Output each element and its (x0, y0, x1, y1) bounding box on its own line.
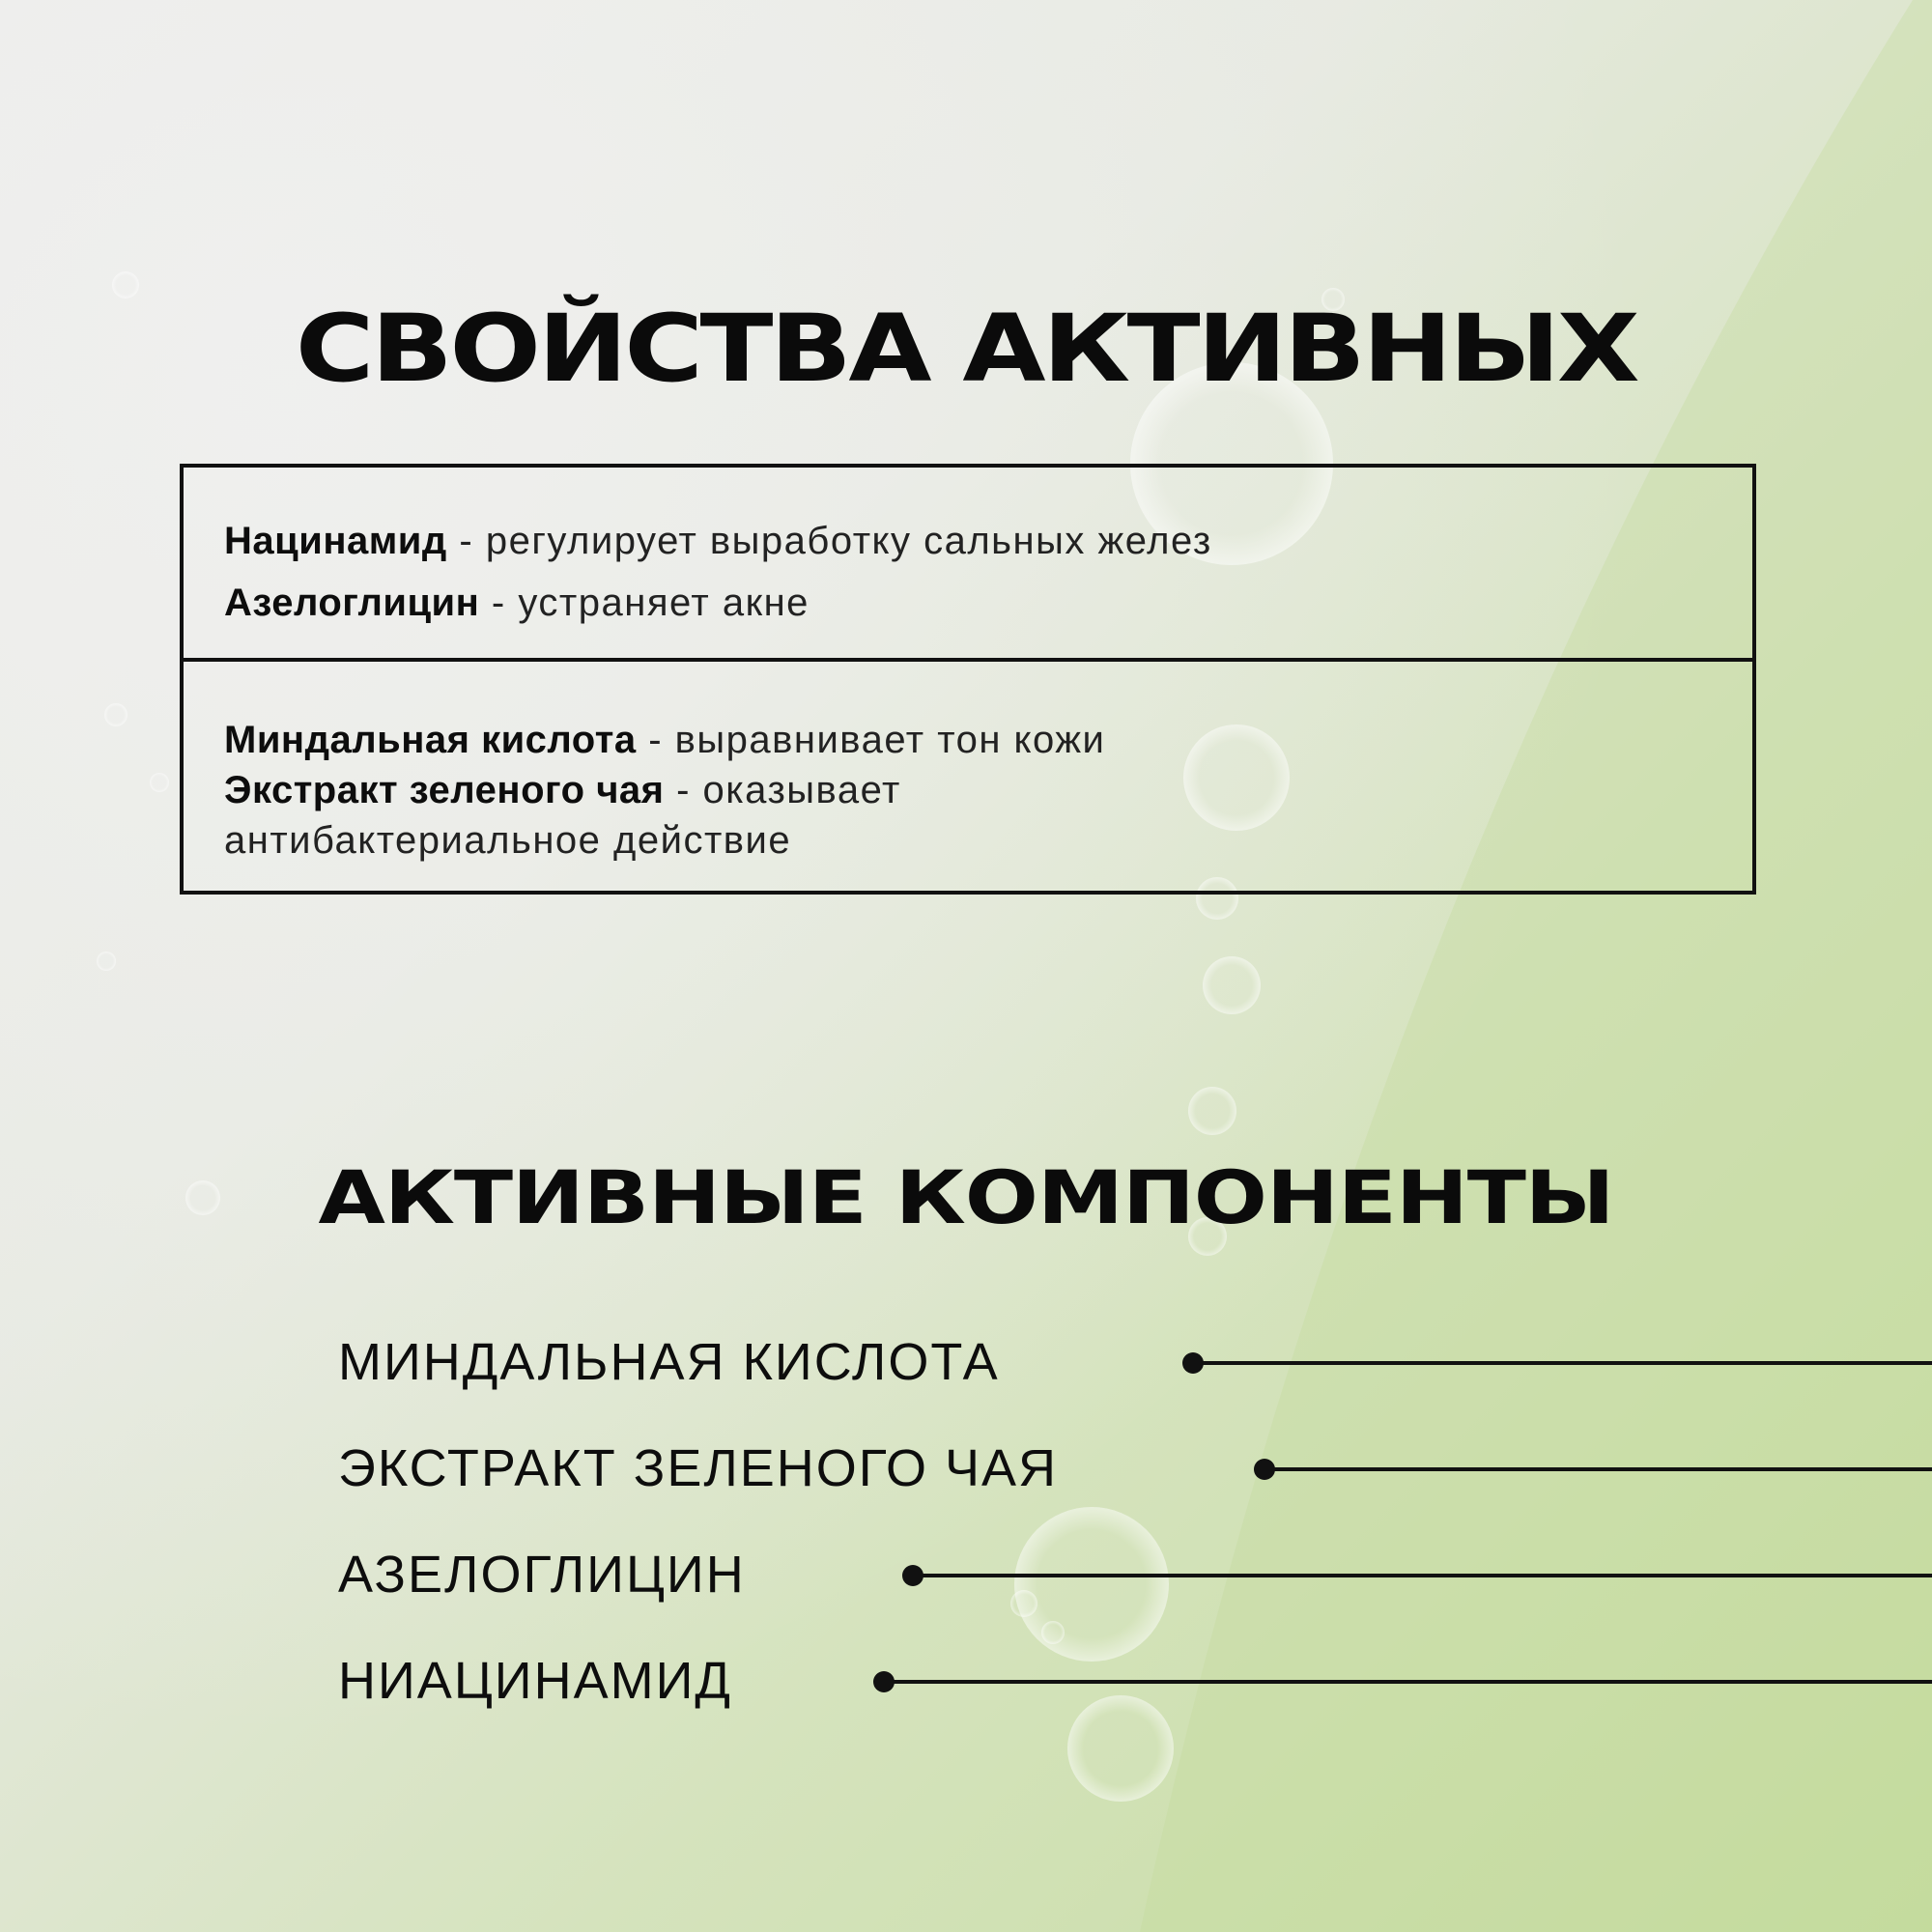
property-item (224, 715, 1105, 765)
property-description: - регулирует выработку сальных желез (446, 520, 1212, 562)
connector-line (1194, 1361, 1932, 1365)
components-title: АКТИВНЫЕ КОМПОНЕНТЫ (318, 1154, 1614, 1240)
property-description: - выравнивает тон кожи (636, 719, 1106, 761)
properties-title: СВОЙСТВА АКТИВНЫХ (295, 295, 1637, 403)
component-label: АЗЕЛОГЛИЦИН (338, 1546, 746, 1604)
property-description: - оказывает (664, 769, 901, 811)
component-label: ЭКСТРАКТ ЗЕЛЕНОГО ЧАЯ (338, 1439, 1059, 1497)
component-label: МИНДАЛЬНАЯ КИСЛОТА (338, 1333, 1000, 1391)
property-name: Азелоглицин (224, 582, 480, 624)
property-item (224, 765, 901, 815)
properties-box (180, 464, 1756, 895)
connector-line (885, 1680, 1932, 1684)
connector-line (914, 1574, 1932, 1577)
property-item (224, 578, 810, 628)
property-name: Нацинамид (224, 520, 447, 562)
component-label: НИАЦИНАМИД (338, 1652, 732, 1710)
connector-line (1265, 1467, 1932, 1471)
box-divider (184, 658, 1752, 662)
property-item (224, 516, 1212, 566)
property-name: Экстракт зеленого чая (224, 769, 665, 811)
property-description: - устраняет акне (479, 582, 810, 624)
property-name: Миндальная кислота (224, 719, 637, 761)
property-description-continuation: антибактериальное действие (224, 819, 792, 862)
